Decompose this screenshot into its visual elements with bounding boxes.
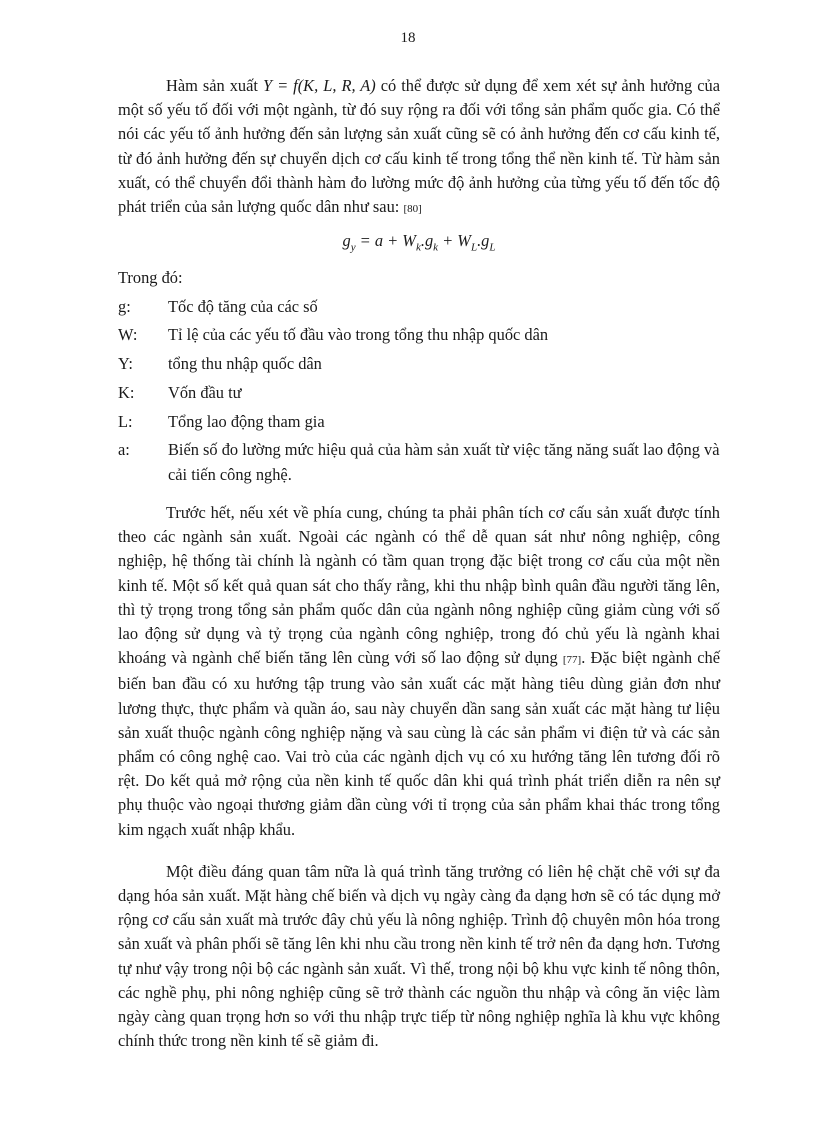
definition-symbol: L: <box>118 411 133 431</box>
definition-list <box>118 295 720 487</box>
citation: [77] <box>562 654 582 667</box>
growth-formula <box>118 229 720 259</box>
formula-part: .g <box>477 231 490 251</box>
definition-item <box>118 410 720 434</box>
citation: [80] <box>403 203 422 216</box>
formula-subscript: y <box>350 241 356 254</box>
document-body <box>118 74 720 1053</box>
formula-subscript: L <box>489 241 496 254</box>
paragraph-text: Hàm sản xuất <box>166 76 263 95</box>
paragraph-text: Trước hết, nếu xét về phía cung, chúng ta phải phân tích cơ cấu sản xuất được tính theo các ngành sản xuất. Ngoài các ngành có thể dễ quan sát như nông nghiệp, công nghiệp, hệ thống tài chính là ngành có tầm quan trọng đặc biệt trong cơ cấu của một nền kinh tế. Một số kết quả quan sát cho thấy rằng, khi thu nhập bình quân đầu người tăng lên, thì tỷ trọng trong tổng sản phẩm quốc dân của ngành nông nghiệp cũng giảm cùng với số lao động sử dụng và tỷ trọng của ngành công nghiệp, trong đó chủ yếu là ngành khai khoáng và ngành chế biến tăng lên cùng với số lao động sử dụng <box>118 502 720 668</box>
definition-symbol: Y: <box>118 354 133 374</box>
definition-text: Tổng lao động tham gia <box>168 411 325 431</box>
definition-text: Biến số đo lường mức hiệu quả của hàm sản xuất từ việc tăng năng suất lao động và cải tiến công nghệ. <box>168 440 720 484</box>
formula-part: = a + W <box>355 231 416 251</box>
production-function-inline: Y = f(K, L, R, A) <box>262 76 376 95</box>
definition-symbol: g: <box>118 296 131 316</box>
where-label: Trong đó: <box>118 267 183 287</box>
definition-item <box>118 352 720 376</box>
definition-item <box>118 295 720 319</box>
formula-part: .g <box>420 231 434 251</box>
formula-part: g <box>342 231 351 251</box>
paragraph-text: có thể được sử dụng để xem xét sự ảnh hưởng của một số yếu tố đối với một ngành, từ đó suy rộng ra đối với tổng sản phẩm quốc gia. Có thể nói các yếu tố ảnh hưởng đến sản lượng sản xuất cũng sẽ có ảnh hưởng đến cơ cấu kinh tế, từ đó ảnh hưởng đến sự chuyển dịch cơ cấu kinh tế trong tổng thể nền kinh tế. Từ hàm sản xuất, có thể chuyển đổi thành hàm đo lường mức độ ảnh hưởng của từng yếu tố đến tốc độ phát triển của sản lượng quốc dân như sau: <box>118 76 720 217</box>
definition-text: Tỉ lệ của các yếu tố đầu vào trong tổng thu nhập quốc dân <box>168 325 549 345</box>
definition-text: tổng thu nhập quốc dân <box>168 354 322 374</box>
definition-item <box>118 438 720 486</box>
paragraph-supply-side <box>118 501 720 842</box>
page-number: 18 <box>400 30 416 46</box>
definition-text: Tốc độ tăng của các số <box>168 296 318 316</box>
paragraph-production-function <box>118 74 720 221</box>
paragraph-diversification: Một điều đáng quan tâm nữa là quá trình tăng trưởng có liên hệ chặt chẽ với sự đa dạng hóa sản xuất. Mặt hàng chế biến và dịch vụ ngày càng đa dạng hơn sẽ có tác dụng mở rộng cơ cấu sản xuất mà trước đây chủ yếu là nông nghiệp. Trình độ chuyên môn hóa trong sản xuất và phân phối sẽ tăng lên khi nhu cầu trong nền kinh tế trở nên đa dạng hơn. Tương tự như vậy trong nội bộ các ngành sản xuất. Vì thế, trong nội bộ khu vực kinh tế nông thôn, các nghề phụ, phi nông nghiệp cũng sẽ trở thành các nguồn thu nhập và công ăn việc làm ngày càng quan trọng hơn so với thu nhập trực tiếp từ nông nghiệp nghĩa là khu vực không chính thức trong nền kinh tế sẽ giảm đi. <box>118 861 720 1051</box>
definition-symbol: W: <box>118 325 138 345</box>
formula-subscript: k <box>415 241 421 254</box>
formula-subscript: L <box>470 241 478 254</box>
formula-part: + W <box>438 231 471 251</box>
definition-text: Vốn đầu tư <box>168 382 242 402</box>
definition-symbol: K: <box>118 382 135 402</box>
paragraph-text: . Đặc biệt ngành chế biến ban đầu có xu hướng tập trung vào sản xuất các mặt hàng tiêu dùng giản đơn như lương thực, thực phẩm và quần áo, sau này chuyển dần sang sản xuất các mặt hàng tư liệu sản xuất thuộc ngành công nghiệp nặng và sau cùng là các sản phẩm vi điện tử và các sản phẩm có công nghệ cao. Vai trò của các ngành dịch vụ có xu hướng tăng lên tương đối rõ rệt. Do kết quả mở rộng của nền kinh tế quốc dân khi quá trình phát triển diễn ra nên sự phụ thuộc vào ngoại thương giảm dần cùng với tỉ trọng của sản phẩm khai thác trong tổng kim ngạch xuất nhập khẩu. <box>118 648 720 839</box>
definition-item <box>118 323 720 347</box>
definition-symbol: a: <box>118 440 130 460</box>
definition-item <box>118 381 720 405</box>
formula-subscript: k <box>433 241 439 254</box>
